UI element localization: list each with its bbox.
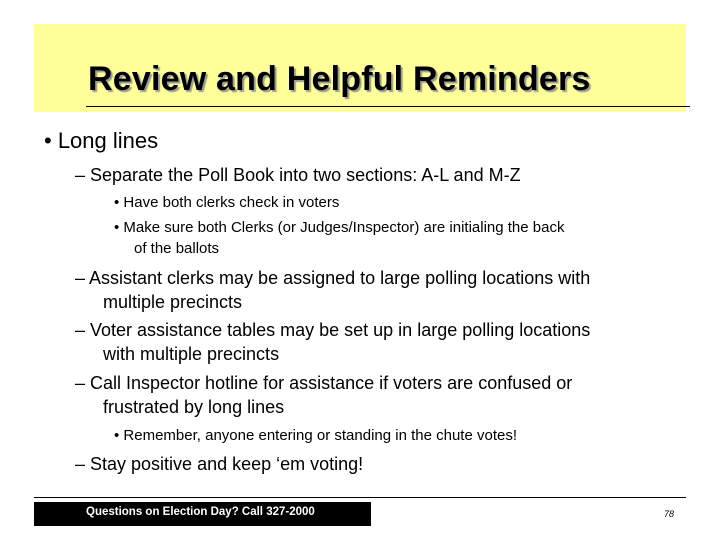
title-rule xyxy=(86,106,690,107)
footer-rule xyxy=(34,497,686,498)
footer-bar xyxy=(34,502,371,526)
sub-sub-bullet-clerks-check: • Have both clerks check in voters xyxy=(114,194,340,211)
sub-bullet-assistance-tables: – Voter assistance tables may be set up in large polling locations xyxy=(75,320,591,340)
sub-bullet-assistant-clerks: – Assistant clerks may be assigned to large polling locations with xyxy=(75,268,591,288)
sub-bullet-inspector-hotline-cont: frustrated by long lines xyxy=(103,397,285,417)
sub-sub-bullet-initialing: • Make sure both Clerks (or Judges/Inspector) are initialing the back xyxy=(114,219,565,236)
slide-title: Review and Helpful Reminders xyxy=(88,60,591,98)
page-number: 78 xyxy=(663,509,674,519)
sub-bullet-assistant-clerks-cont: multiple precincts xyxy=(103,292,243,312)
sub-bullet-stay-positive: – Stay positive and keep ‘em voting! xyxy=(75,454,364,474)
sub-bullet-poll-book: – Separate the Poll Book into two sections: A-L and M-Z xyxy=(75,165,521,185)
bullet-long-lines: • Long lines xyxy=(44,128,159,153)
sub-sub-bullet-chute: • Remember, anyone entering or standing in the chute votes! xyxy=(114,427,517,444)
sub-sub-bullet-initialing-cont: of the ballots xyxy=(134,240,220,257)
sub-bullet-assistance-tables-cont: with multiple precincts xyxy=(103,344,280,364)
sub-bullet-inspector-hotline: – Call Inspector hotline for assistance if voters are confused or xyxy=(75,373,573,393)
footer-text: Questions on Election Day? Call 327-2000 xyxy=(86,506,315,518)
